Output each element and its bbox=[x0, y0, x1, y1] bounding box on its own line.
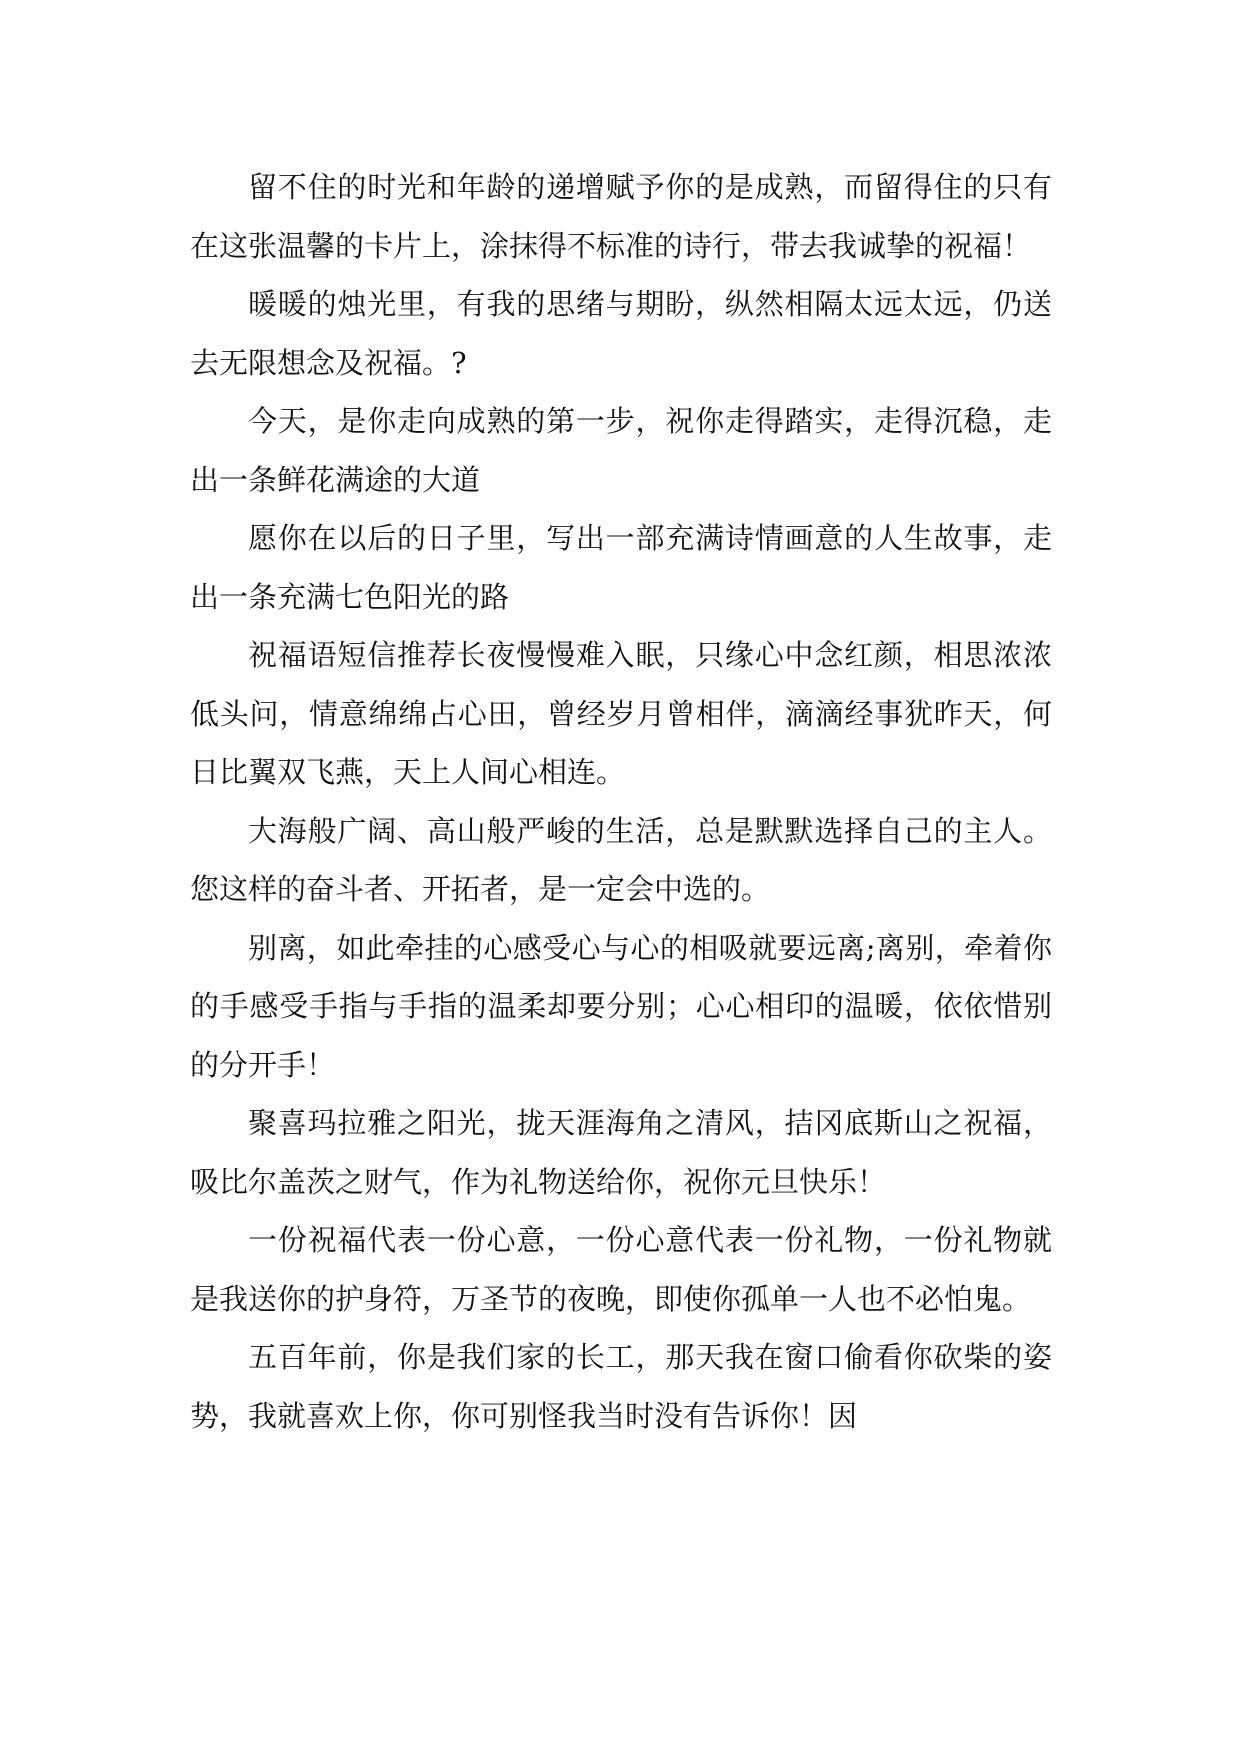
paragraph: 今天，是你走向成熟的第一步，祝你走得踏实，走得沉稳，走出一条鲜花满途的大道 bbox=[190, 404, 1052, 497]
paragraph: 愿你在以后的日子里，写出一部充满诗情画意的人生故事，走出一条充满七色阳光的路 bbox=[190, 521, 1052, 614]
paragraph: 聚喜玛拉雅之阳光，拢天涯海角之清风，拮冈底斯山之祝福，吸比尔盖茨之财气，作为礼物送给你，祝你元旦快乐！ bbox=[190, 1106, 1052, 1199]
paragraph: 别离，如此牵挂的心感受心与心的相吸就要远离;离别，牵着你的手感受手指与手指的温柔却要分别；心心相印的温暖，依依惜别的分开手！ bbox=[190, 930, 1052, 1082]
paragraph: 留不住的时光和年龄的递增赋予你的是成熟，而留得住的只有在这张温馨的卡片上，涂抹得不标准的诗行，带去我诚挚的祝福！ bbox=[190, 170, 1052, 263]
document-body bbox=[190, 158, 1052, 1445]
paragraph: 大海般广阔、高山般严峻的生活，总是默默选择自己的主人。您这样的奋斗者、开拓者，是一定会中选的。 bbox=[190, 813, 1052, 906]
paragraph: 祝福语短信推荐长夜慢慢难入眠，只缘心中念红颜，相思浓浓低头问，情意绵绵占心田，曾经岁月曾相伴，滴滴经事犹昨天，何日比翼双飞燕，天上人间心相连。 bbox=[190, 638, 1052, 789]
paragraph: 暖暖的烛光里，有我的思绪与期盼，纵然相隔太远太远，仍送去无限想念及祝福。? bbox=[190, 287, 1052, 380]
paragraph: 五百年前，你是我们家的长工，那天我在窗口偷看你砍柴的姿势，我就喜欢上你，你可别怪我当时没有告诉你！因 bbox=[190, 1340, 1052, 1433]
paragraph: 一份祝福代表一份心意，一份心意代表一份礼物，一份礼物就是我送你的护身符，万圣节的夜晚，即使你孤单一人也不必怕鬼。 bbox=[190, 1223, 1052, 1316]
